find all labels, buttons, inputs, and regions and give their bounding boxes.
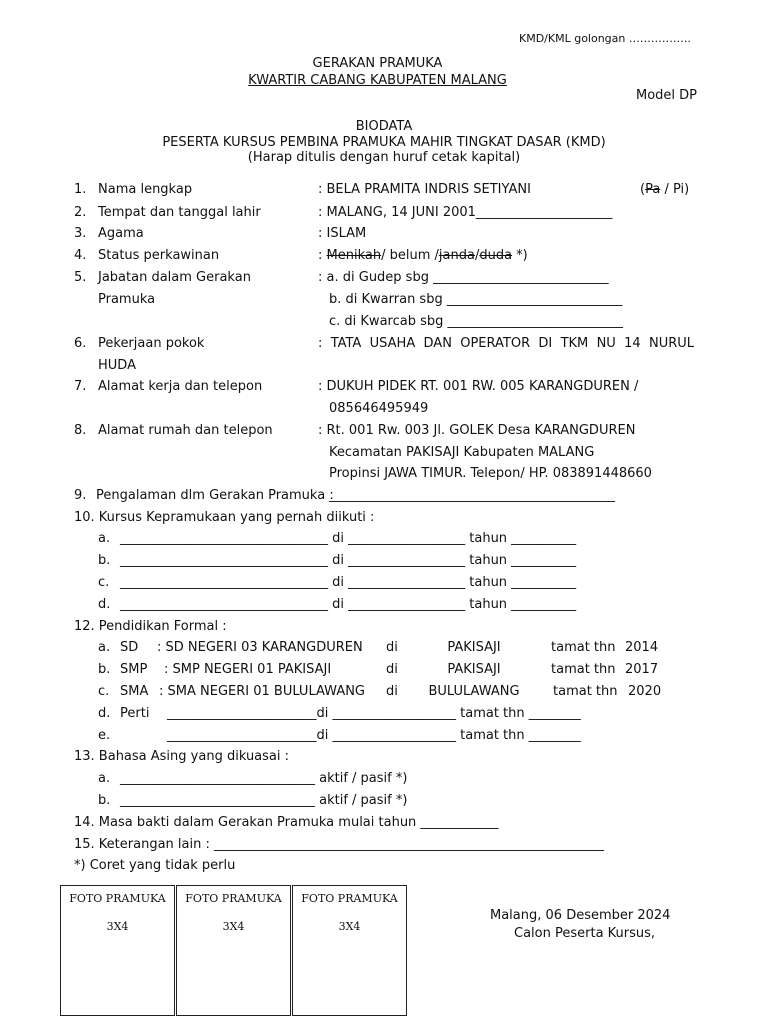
label-bahasa: 13. Bahasa Asing yang dikuasai : xyxy=(74,749,290,764)
edu-letter: a. xyxy=(98,640,111,655)
edu-place: PAKISAJI xyxy=(447,662,501,677)
edu-year: 2020 xyxy=(628,684,662,699)
value-pekerjaan-2: HUDA xyxy=(98,358,136,373)
model-label: Model DP xyxy=(636,88,698,103)
edu-line: _______________________di ___________________ tamat thn ________ xyxy=(167,706,581,721)
status-colon: : xyxy=(318,248,327,263)
kursus-line: ________________________________ di __________________ tahun __________ xyxy=(120,531,577,546)
item-number: 4. xyxy=(74,248,87,263)
edu-level: SD xyxy=(120,640,139,655)
label-kursus: 10. Kursus Kepramukaan yang pernah diikuti : xyxy=(74,510,375,525)
edu-place: BULULAWANG xyxy=(428,684,520,699)
kmd-golongan: KMD/KML golongan …………….. xyxy=(519,32,691,45)
edu-school: : SMA NEGERI 01 BULULAWANG xyxy=(159,684,366,699)
edu-year: 2014 xyxy=(625,640,659,655)
photo-size: 3X4 xyxy=(222,920,245,933)
doc-subtitle: PESERTA KURSUS PEMBINA PRAMUKA MAHIR TINGKAT DASAR (KMD) xyxy=(162,135,606,150)
label-alamat-rumah: Alamat rumah dan telepon xyxy=(98,423,273,438)
item-number: 8. xyxy=(74,423,87,438)
footnote: *) Coret yang tidak perlu xyxy=(74,858,236,873)
gender-rest: / Pi) xyxy=(660,182,690,197)
item-number: 6. xyxy=(74,336,87,351)
jabatan-gudep: : a. di Gudep sbg ___________________________ xyxy=(318,270,609,285)
edu-di: di xyxy=(386,684,398,699)
edu-tamat: tamat thn xyxy=(551,662,616,677)
status-janda: janda xyxy=(438,248,475,263)
edu-letter: d. xyxy=(98,706,111,721)
signature-role: Calon Peserta Kursus, xyxy=(514,926,656,941)
photo-title: FOTO PRAMUKA xyxy=(185,892,282,905)
item-number: 7. xyxy=(74,379,87,394)
edu-level: Perti xyxy=(120,706,150,721)
kursus-line: ________________________________ di __________________ tahun __________ xyxy=(120,597,577,612)
value-telepon-kerja: 085646495949 xyxy=(329,401,429,416)
kwartir-name: KWARTIR CABANG KABUPATEN MALANG xyxy=(248,73,507,88)
edu-letter: e. xyxy=(98,728,111,743)
status-duda: duda xyxy=(479,248,513,263)
edu-di: di xyxy=(386,662,398,677)
label-alamat-kerja: Alamat kerja dan telepon xyxy=(98,379,263,394)
status-menikah: Menikah xyxy=(326,248,382,263)
value-nama: : BELA PRAMITA INDRIS SETIYANI xyxy=(318,182,531,197)
edu-letter: b. xyxy=(98,662,111,677)
value-status xyxy=(318,248,528,264)
signature-place-date: Malang, 06 Desember 2024 xyxy=(490,908,671,923)
photo-title: FOTO PRAMUKA xyxy=(301,892,398,905)
status-belum: / belum / xyxy=(381,248,439,263)
kursus-letter: a. xyxy=(98,531,111,546)
item-number: 2. xyxy=(74,205,87,220)
edu-tamat: tamat thn xyxy=(551,640,616,655)
label-masa-bakti: 14. Masa bakti dalam Gerakan Pramuka mulai tahun ____________ xyxy=(74,815,499,830)
bahasa-letter: b. xyxy=(98,793,111,808)
item-number: 3. xyxy=(74,226,87,241)
gender-choice xyxy=(640,182,689,198)
kursus-letter: c. xyxy=(98,575,110,590)
kursus-line: ________________________________ di __________________ tahun __________ xyxy=(120,553,577,568)
label-pendidikan: 12. Pendidikan Formal : xyxy=(74,619,227,634)
bahasa-line: ______________________________ aktif / pasif *) xyxy=(120,771,408,786)
edu-tamat: tamat thn xyxy=(553,684,618,699)
doc-title: BIODATA xyxy=(355,119,413,134)
kursus-letter: d. xyxy=(98,597,111,612)
label-jabatan-2: Pramuka xyxy=(98,292,156,307)
photo-size: 3X4 xyxy=(106,920,129,933)
bahasa-letter: a. xyxy=(98,771,111,786)
label-status: Status perkawinan xyxy=(98,248,220,263)
gender-open: ( xyxy=(640,182,646,197)
label-keterangan: 15. Keterangan lain : ____________________________________________________________ xyxy=(74,837,604,852)
status-slash: / xyxy=(474,248,480,263)
edu-year: 2017 xyxy=(625,662,659,677)
kursus-letter: b. xyxy=(98,553,111,568)
item-number: 5. xyxy=(74,270,87,285)
value-ttl: : MALANG, 14 JUNI 2001_____________________ xyxy=(318,205,613,220)
jabatan-kwarran: b. di Kwarran sbg ___________________________ xyxy=(329,292,623,307)
value-alamat-rumah-2: Kecamatan PAKISAJI Kabupaten MALANG xyxy=(329,445,595,460)
edu-school: : SD NEGERI 03 KARANGDUREN xyxy=(157,640,363,655)
value-alamat-rumah-1: : Rt. 001 Rw. 003 Jl. GOLEK Desa KARANGDUREN xyxy=(318,423,636,438)
edu-letter: c. xyxy=(98,684,110,699)
value-agama: : ISLAM xyxy=(318,226,367,241)
label-pengalaman: Pengalaman dlm Gerakan Pramuka : xyxy=(96,488,334,503)
edu-level: SMP xyxy=(120,662,148,677)
kursus-line: ________________________________ di __________________ tahun __________ xyxy=(120,575,577,590)
status-star: *) xyxy=(512,248,528,263)
photo-box xyxy=(60,885,175,1016)
line-pengalaman: ____________________________________________ xyxy=(329,488,615,503)
edu-level: SMA xyxy=(120,684,149,699)
label-agama: Agama xyxy=(98,226,144,241)
jabatan-kwarcab: c. di Kwarcab sbg ___________________________ xyxy=(329,314,623,329)
label-ttl: Tempat dan tanggal lahir xyxy=(98,205,261,220)
edu-school: : SMP NEGERI 01 PAKISAJI xyxy=(164,662,332,677)
edu-line: _______________________di ___________________ tamat thn ________ xyxy=(167,728,581,743)
bahasa-line: ______________________________ aktif / pasif *) xyxy=(120,793,408,808)
item-number: 1. xyxy=(74,182,87,197)
edu-di: di xyxy=(386,640,398,655)
value-pekerjaan: : TATA USAHA DAN OPERATOR DI TKM NU 14 NURUL xyxy=(318,336,694,351)
item-number: 9. xyxy=(74,488,87,503)
org-name: GERAKAN PRAMUKA xyxy=(312,56,443,71)
gender-pa: Pa xyxy=(645,182,661,197)
photo-title: FOTO PRAMUKA xyxy=(69,892,166,905)
value-alamat-kerja: : DUKUH PIDEK RT. 001 RW. 005 KARANGDUREN / xyxy=(318,379,639,394)
doc-note: (Harap ditulis dengan huruf cetak kapital) xyxy=(247,150,521,165)
label-pekerjaan: Pekerjaan pokok xyxy=(98,336,205,351)
photo-size: 3X4 xyxy=(338,920,361,933)
label-nama: Nama lengkap xyxy=(98,182,193,197)
label-jabatan: Jabatan dalam Gerakan xyxy=(98,270,251,285)
photo-box xyxy=(176,885,291,1016)
photo-box xyxy=(292,885,407,1016)
edu-place: PAKISAJI xyxy=(447,640,501,655)
value-alamat-rumah-3: Propinsi JAWA TIMUR. Telepon/ HP. 083891448660 xyxy=(329,466,652,481)
